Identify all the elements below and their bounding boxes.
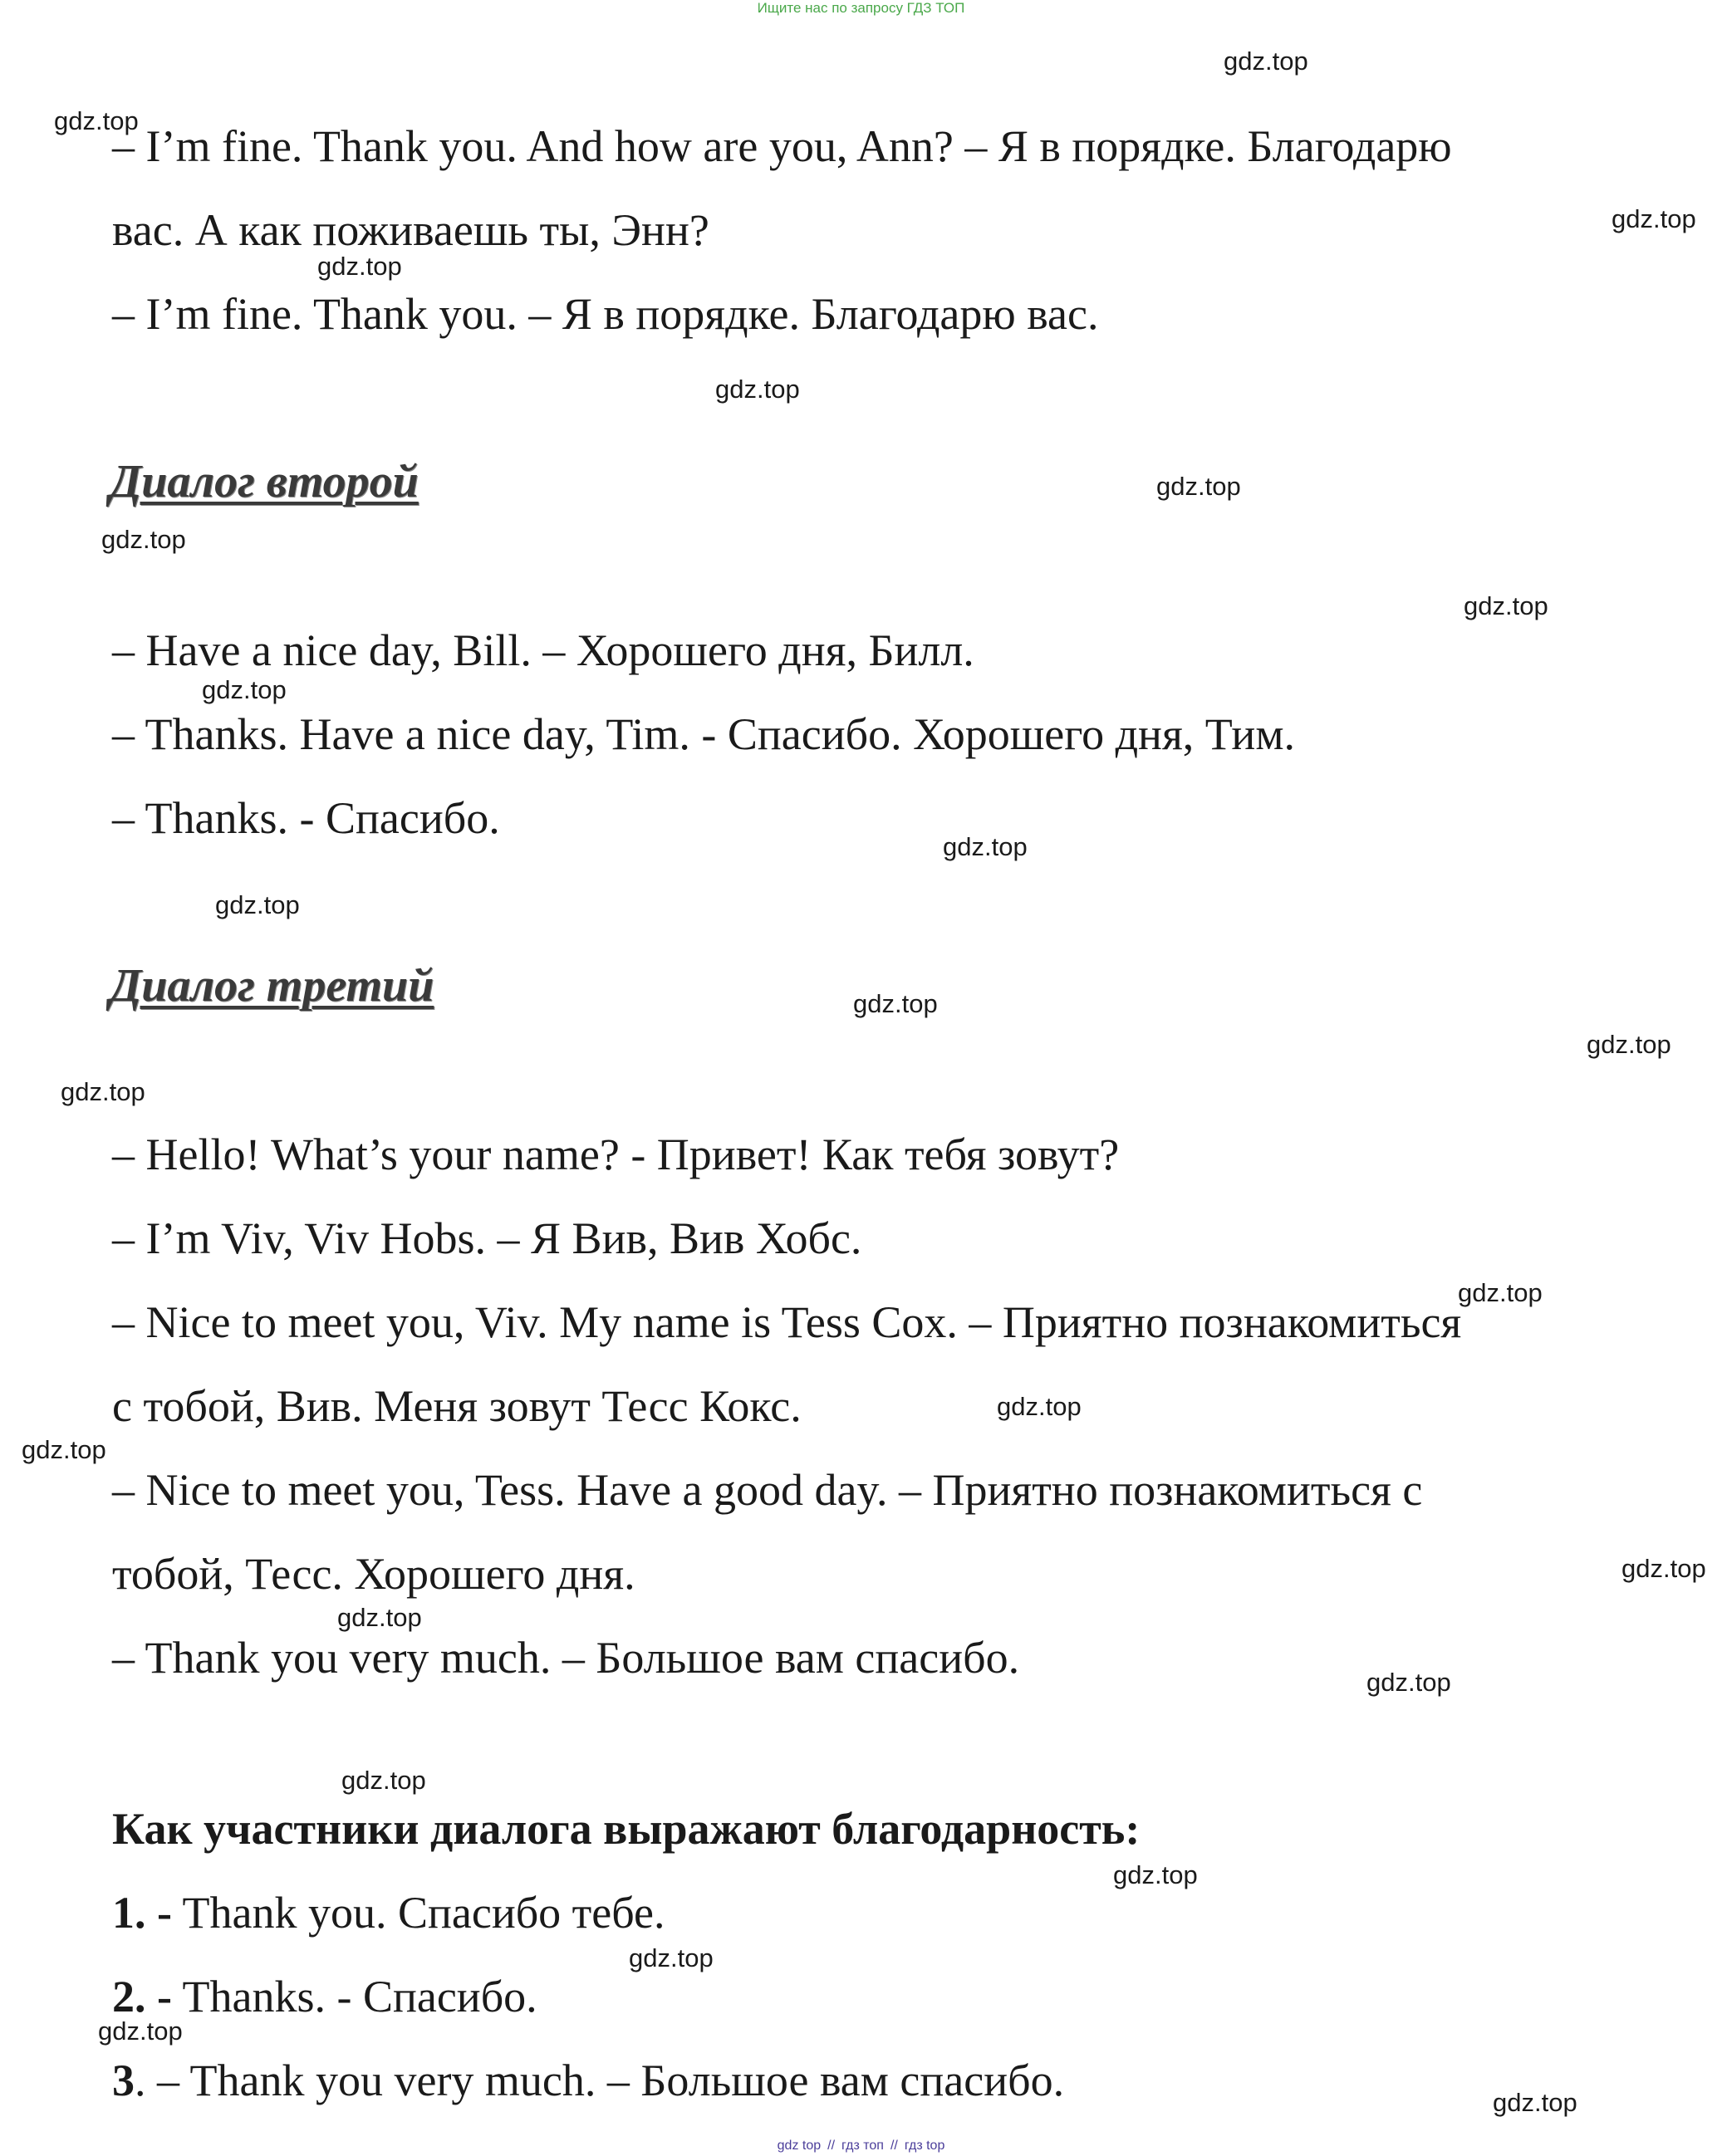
footer-separator: // xyxy=(890,2139,898,2153)
dialog-line: – Nice to meet you, Viv. My name is Tess Cox. – Приятно познакомиться xyxy=(112,1297,1462,1347)
dialog-line: – I’m fine. Thank you. – Я в порядке. Благодарю вас. xyxy=(112,289,1099,339)
watermark: gdz.top xyxy=(1464,591,1548,620)
dialog-line: – Nice to meet you, Tess. Have a good day. – Приятно познакомиться с xyxy=(112,1465,1423,1515)
watermark: gdz.top xyxy=(341,1766,426,1795)
footer-link[interactable]: гдз топ xyxy=(841,2139,884,2153)
watermark: gdz.top xyxy=(202,675,287,704)
watermark: gdz.top xyxy=(1612,204,1696,233)
dialog-line: – Have a nice day, Bill. – Хорошего дня, Билл. xyxy=(112,625,974,675)
watermark: gdz.top xyxy=(1366,1668,1451,1697)
dialog-line: с тобой, Вив. Меня зовут Тесс Кокс. xyxy=(112,1381,802,1431)
watermark: gdz.top xyxy=(1493,2088,1577,2117)
watermark: gdz.top xyxy=(317,252,402,281)
watermark: gdz.top xyxy=(61,1077,145,1106)
watermark: gdz.top xyxy=(22,1435,106,1464)
watermark: gdz.top xyxy=(101,525,186,554)
footer-link[interactable]: gdz top xyxy=(777,2139,822,2153)
item-number: 3 xyxy=(112,2056,135,2105)
dialog-heading: Диалог третий xyxy=(110,960,434,1012)
item-number: 2. - xyxy=(112,1972,172,2021)
footer-links xyxy=(0,2138,1722,2154)
watermark: gdz.top xyxy=(215,890,300,919)
thanks-heading: Как участники диалога выражают благодарность: xyxy=(112,1804,1141,1854)
watermark: gdz.top xyxy=(1621,1554,1706,1583)
watermark: gdz.top xyxy=(943,832,1028,861)
thanks-item xyxy=(112,1971,537,2022)
watermark: gdz.top xyxy=(997,1392,1082,1421)
item-text: Thank you. Спасибо тебе. xyxy=(171,1888,665,1938)
watermark: gdz.top xyxy=(1156,472,1241,501)
dialog-line: – Hello! What’s your name? - Привет! Как тебя зовут? xyxy=(112,1129,1120,1179)
dialog-line: – Thanks. - Спасибо. xyxy=(112,793,500,843)
item-number: 1. - xyxy=(112,1888,172,1938)
watermark: gdz.top xyxy=(1458,1278,1543,1307)
dialog-line: вас. А как поживаешь ты, Энн? xyxy=(112,205,709,255)
thanks-item xyxy=(112,1887,665,1938)
watermark: gdz.top xyxy=(629,1943,714,1972)
dialog-heading: Диалог второй xyxy=(110,456,419,507)
top-banner: Ищите нас по запросу ГДЗ ТОП xyxy=(757,0,965,16)
dialog-line: – I’m Viv, Viv Hobs. – Я Вив, Вив Хобс. xyxy=(112,1213,862,1263)
item-text: Thanks. - Спасибо. xyxy=(171,1972,537,2021)
item-text: . – Thank you very much. – Большое вам спасибо. xyxy=(135,2056,1065,2105)
watermark: gdz.top xyxy=(715,375,800,404)
watermark: gdz.top xyxy=(337,1603,422,1632)
watermark: gdz.top xyxy=(1224,47,1308,76)
watermark: gdz.top xyxy=(1587,1030,1671,1059)
watermark: gdz.top xyxy=(54,106,139,135)
dialog-line: – I’m fine. Thank you. And how are you, Ann? – Я в порядке. Благодарю xyxy=(112,121,1452,171)
dialog-line: – Thanks. Have a nice day, Tim. - Спасибо. Хорошего дня, Тим. xyxy=(112,709,1295,759)
watermark: gdz.top xyxy=(98,2016,183,2046)
footer-separator: // xyxy=(827,2139,836,2153)
thanks-item xyxy=(112,2055,1064,2106)
dialog-line: – Thank you very much. – Большое вам спасибо. xyxy=(112,1633,1020,1683)
watermark: gdz.top xyxy=(1113,1860,1198,1889)
dialog-line: тобой, Тесс. Хорошего дня. xyxy=(112,1549,635,1599)
watermark: gdz.top xyxy=(853,989,938,1018)
footer-link[interactable]: гдз top xyxy=(904,2139,945,2153)
